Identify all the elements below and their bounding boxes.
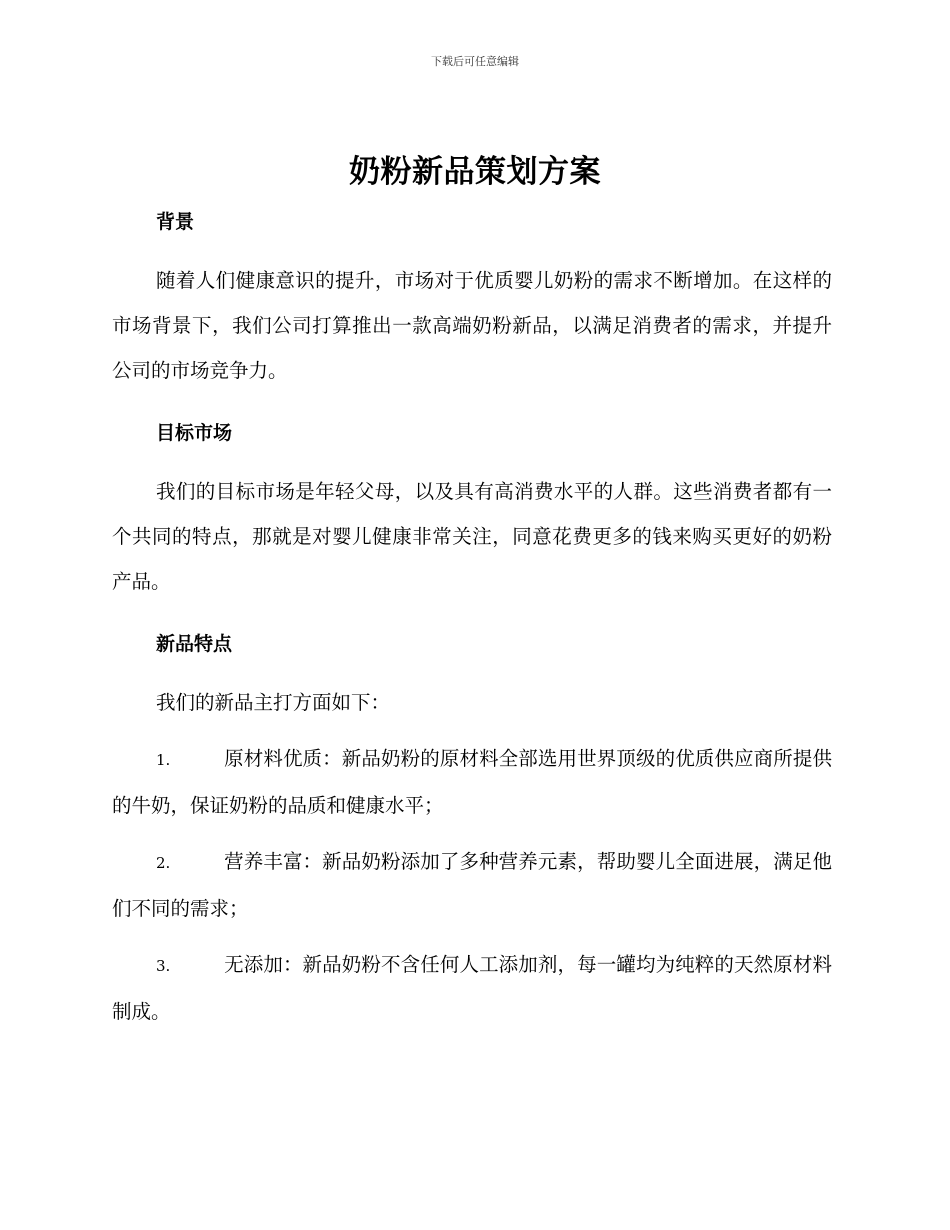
list-item-number: 1. (156, 751, 171, 769)
list-item (112, 942, 832, 1034)
section-heading-features: 新品特点 (156, 633, 233, 655)
paragraph-target-market: 我们的目标市场是年轻父母，以及具有高消费水平的人群。这些消费者都有一个共同的特点，那就是对婴儿健康非常关注，同意花费更多的钱来购买更好的奶粉产品。 (112, 480, 832, 593)
list-item-number: 2. (156, 854, 171, 872)
list-item-number: 3. (156, 957, 171, 975)
document-title: 奶粉新品策划方案 (349, 154, 601, 190)
list-item-text: 无添加：新品奶粉不含任何人工添加剂，每一罐均为纯粹的天然原材料制成。 (112, 953, 832, 1023)
list-item (112, 839, 832, 931)
section-heading-target-market: 目标市场 (156, 422, 233, 444)
list-item (112, 736, 832, 828)
list-item-text: 原材料优质：新品奶粉的原材料全部选用世界顶级的优质供应商所提供的牛奶，保证奶粉的品质和健康水平； (112, 747, 832, 817)
section-heading-background: 背景 (156, 211, 195, 233)
header-note: 下载后可任意编辑 (431, 55, 519, 68)
list-item-text: 营养丰富：新品奶粉添加了多种营养元素，帮助婴儿全面进展，满足他们不同的需求； (112, 850, 832, 920)
document-body (112, 202, 832, 1034)
paragraph-background: 随着人们健康意识的提升，市场对于优质婴儿奶粉的需求不断增加。在这样的市场背景下，我们公司打算推出一款高端奶粉新品，以满足消费者的需求，并提升公司的市场竞争力。 (112, 269, 832, 382)
paragraph-features-intro: 我们的新品主打方面如下： (156, 691, 391, 714)
